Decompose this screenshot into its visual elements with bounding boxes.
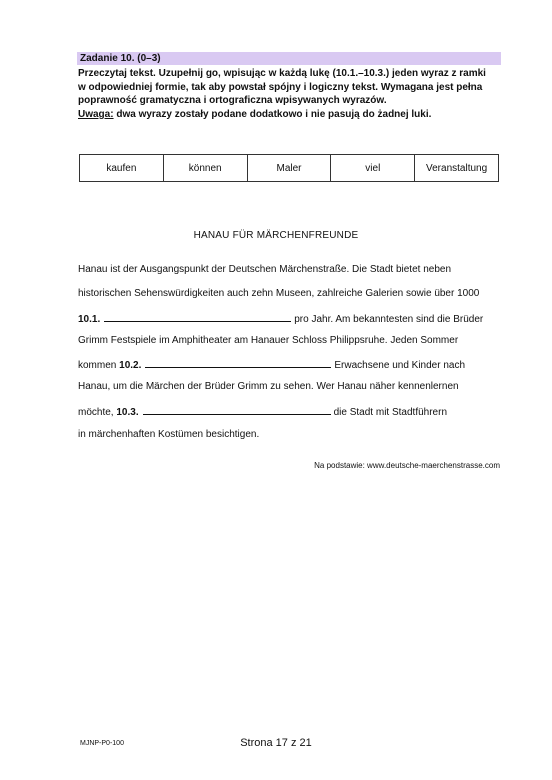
page-number: Strona 17 z 21 xyxy=(240,737,312,749)
text-fragment: möchte, xyxy=(78,407,114,418)
text-line: Hanau, um die Märchen der Brüder Grimm zu sehen. Wer Hanau näher kennenlernen xyxy=(78,381,459,392)
gap-10-3-blank[interactable] xyxy=(143,405,331,415)
exam-code: MJNP-P0-100 xyxy=(80,740,124,747)
instruction-note xyxy=(78,108,508,122)
text-fragment: Erwachsene und Kinder nach xyxy=(334,360,466,371)
text-fragment: die Stadt mit Stadtführern xyxy=(333,407,448,418)
task-instructions xyxy=(78,67,508,121)
text-line: Hanau ist der Ausgangspunkt der Deutschen Märchenstraße. Die Stadt bietet neben xyxy=(78,264,452,275)
text-fragment: kommen xyxy=(78,360,117,371)
text-line-gap-3 xyxy=(78,405,447,418)
text-title: HANAU FÜR MÄRCHENFREUNDE xyxy=(193,230,359,241)
text-line-gap-2 xyxy=(78,358,465,371)
text-line-gap-1 xyxy=(78,312,483,325)
word-option: können xyxy=(164,155,248,181)
instruction-line: Przeczytaj tekst. Uzupełnij go, wpisując w każdą lukę (10.1.–10.3.) jeden wyraz z ramki xyxy=(78,68,486,79)
gap-number: 10.1. xyxy=(78,314,101,325)
instruction-line: w odpowiedniej formie, tak aby powstał spójny i logiczny tekst. Wymagana jest pełna xyxy=(78,81,483,93)
word-option: kaufen xyxy=(80,155,164,181)
source-note: Na podstawie: www.deutsche-maerchenstrasse.com xyxy=(314,461,500,470)
text-line: historischen Sehenswürdigkeiten auch zehn Museen, zahlreiche Galerien sowie über 1000 xyxy=(78,288,480,299)
word-option: viel xyxy=(331,155,415,181)
text-line: Grimm Festspiele im Amphitheater am Hanauer Schloss Philippsruhe. Jeden Sommer xyxy=(78,335,459,346)
task-title: Zadanie 10. (0–3) xyxy=(80,53,161,64)
note-text: dwa wyrazy zostały podane dodatkowo i nie pasują do żadnej luki. xyxy=(113,108,432,120)
word-option: Veranstaltung xyxy=(426,162,488,174)
gap-number: 10.3. xyxy=(116,407,139,418)
text-line: in märchenhaften Kostümen besichtigen. xyxy=(78,429,260,440)
note-label: Uwaga: xyxy=(78,108,114,120)
gap-10-2-blank[interactable] xyxy=(145,358,331,368)
instruction-line: poprawność gramatyczna i ortograficzna wpisywanych wyrazów. xyxy=(78,95,387,106)
word-box xyxy=(79,154,499,182)
text-fragment: pro Jahr. Am bekanntesten sind die Brüder xyxy=(294,314,484,325)
gap-number: 10.2. xyxy=(119,360,142,371)
gap-10-1-blank[interactable] xyxy=(104,312,291,322)
word-option: Maler xyxy=(248,155,332,181)
